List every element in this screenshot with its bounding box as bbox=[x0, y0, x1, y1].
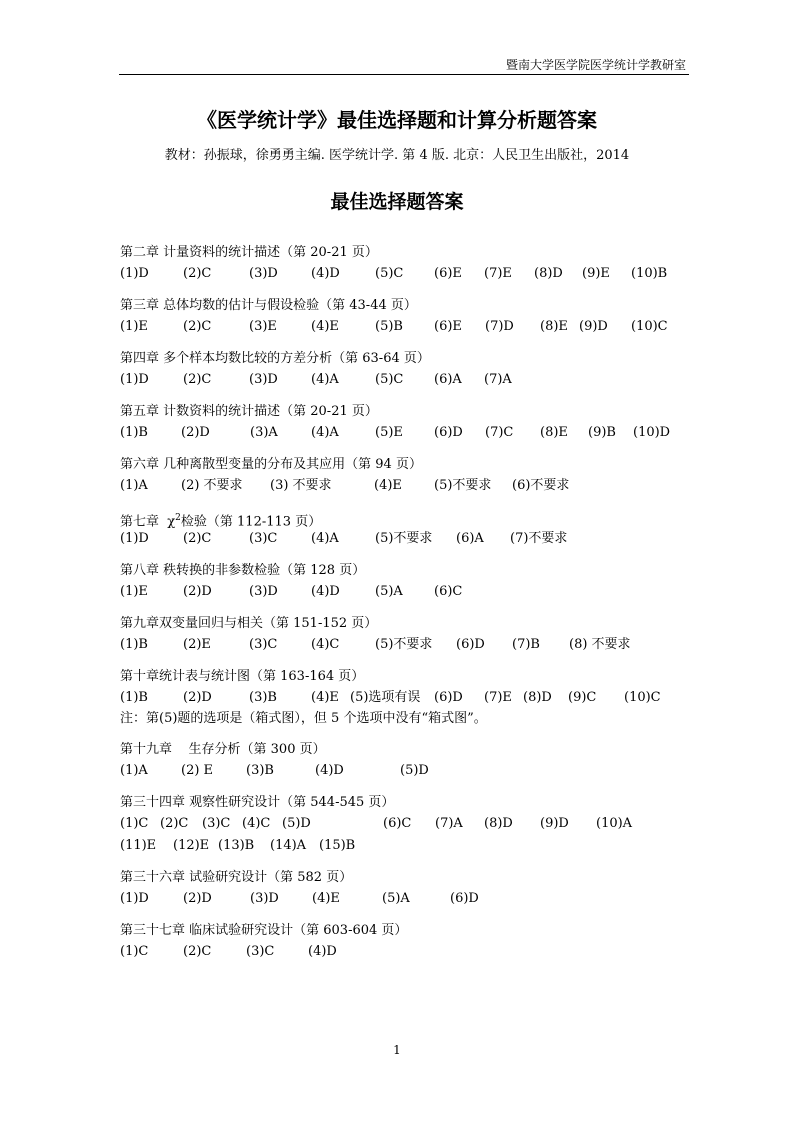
answer: (6)D bbox=[434, 690, 463, 705]
answer: (14)A bbox=[270, 838, 307, 853]
answer: (8)D bbox=[523, 690, 552, 705]
textbook-reference: 教材：孙振球，徐勇勇主编. 医学统计学. 第 4 版. 北京：人民卫生出版社，2014 bbox=[164, 148, 630, 163]
answer: (9)C bbox=[568, 690, 597, 705]
answer: (4)A bbox=[311, 531, 339, 546]
answer-row bbox=[120, 369, 700, 391]
chapter-title: 第八章 秩转换的非参数检验（第 128 页） bbox=[120, 563, 366, 578]
answer: (6)D bbox=[456, 637, 485, 652]
answer: (1)D bbox=[120, 891, 149, 906]
answer: (7)E bbox=[484, 690, 512, 705]
answer: (12)E bbox=[173, 838, 210, 853]
answer: (4)D bbox=[315, 763, 344, 778]
answer: (1)E bbox=[120, 584, 148, 599]
answer: (10)B bbox=[631, 266, 668, 281]
chapter-section bbox=[120, 793, 700, 857]
answer: (8)E bbox=[540, 425, 568, 440]
chapter-title: 第九章双变量回归与相关（第 151-152 页） bbox=[120, 616, 378, 631]
answer: (15)B bbox=[319, 838, 356, 853]
chapter-section bbox=[120, 561, 700, 603]
answer-list bbox=[120, 243, 700, 974]
answer: (6)A bbox=[456, 531, 484, 546]
answer: (1)D bbox=[120, 531, 149, 546]
answer: (4)D bbox=[308, 944, 337, 959]
answer: (2)C bbox=[183, 531, 212, 546]
footnote: 注：第(5)题的选项是（箱式图），但 5 个选项中没有“箱式图”。 bbox=[120, 711, 487, 726]
answer: (8)E bbox=[540, 319, 568, 334]
answer: (10)C bbox=[624, 690, 661, 705]
answer: (4)E bbox=[312, 891, 340, 906]
chapter-section bbox=[120, 296, 700, 338]
answer: (10)C bbox=[631, 319, 668, 334]
answer: (7)D bbox=[485, 319, 514, 334]
chapter-title: 第十章统计表与统计图（第 163-164 页） bbox=[120, 669, 365, 684]
answer: (2)D bbox=[183, 584, 212, 599]
answer-row bbox=[120, 316, 700, 338]
answer: (3)D bbox=[249, 584, 278, 599]
answer: (1)D bbox=[120, 266, 149, 281]
answer-row bbox=[120, 888, 700, 910]
answer: (8)D bbox=[534, 266, 563, 281]
document-title: 《医学统计学》最佳选择题和计算分析题答案 bbox=[197, 108, 597, 132]
chapter-section bbox=[120, 243, 700, 285]
answer: (10)A bbox=[596, 816, 633, 831]
chapter-title: 第二章 计量资料的统计描述（第 20-21 页） bbox=[120, 245, 378, 260]
answer-row bbox=[120, 581, 700, 603]
answer: (2)C bbox=[183, 944, 212, 959]
answer: (3)B bbox=[249, 690, 277, 705]
answer: (2) E bbox=[181, 763, 214, 778]
answer: (4)E bbox=[311, 690, 339, 705]
chapter-title: 第三十四章 观察性研究设计（第 544-545 页） bbox=[120, 795, 395, 810]
answer: (3)E bbox=[249, 319, 277, 334]
chapter-title: 第六章 几种离散型变量的分布及其应用（第 94 页） bbox=[120, 457, 422, 472]
answer: (5)A bbox=[382, 891, 410, 906]
chapter-section bbox=[120, 455, 700, 497]
answer: (4)D bbox=[311, 584, 340, 599]
answer: (6)D bbox=[450, 891, 479, 906]
answer: (2)D bbox=[181, 425, 210, 440]
answer: (1)E bbox=[120, 319, 148, 334]
chapter-title: 第四章 多个样本均数比较的方差分析（第 63-64 页） bbox=[120, 351, 430, 366]
answer: (6)E bbox=[434, 319, 462, 334]
answer: (3)D bbox=[249, 266, 278, 281]
answer: (1)A bbox=[120, 478, 148, 493]
answer: (4)A bbox=[311, 425, 339, 440]
answer: (2)D bbox=[183, 690, 212, 705]
answer: (5)选项有误 bbox=[350, 690, 421, 705]
chapter-title: 第十九章 生存分析（第 300 页） bbox=[120, 742, 326, 757]
answer: (7)不要求 bbox=[510, 531, 568, 546]
answer: (10)D bbox=[633, 425, 671, 440]
answer: (8)D bbox=[484, 816, 513, 831]
chapter-section bbox=[120, 349, 700, 391]
answer: (9)D bbox=[579, 319, 608, 334]
answer-row bbox=[120, 687, 700, 709]
answer: (4)A bbox=[311, 372, 339, 387]
answer: (3)D bbox=[249, 372, 278, 387]
answer: (3)A bbox=[250, 425, 278, 440]
answer: (1)C bbox=[120, 816, 149, 831]
answer: (5)A bbox=[375, 584, 403, 599]
chapter-title: 第三十七章 临床试验研究设计（第 603-604 页） bbox=[120, 923, 408, 938]
answer: (1)A bbox=[120, 763, 148, 778]
answer-row bbox=[120, 475, 700, 497]
answer: (5)E bbox=[375, 425, 403, 440]
answer: (2)C bbox=[183, 266, 212, 281]
answer: (2)C bbox=[183, 319, 212, 334]
chapter-section bbox=[120, 868, 700, 910]
chapter-title-prefix: 第七章 bbox=[120, 514, 160, 530]
answer: (3)B bbox=[246, 763, 274, 778]
answer: (5)不要求 bbox=[375, 531, 433, 546]
answer: (6)E bbox=[434, 266, 462, 281]
answer: (7)A bbox=[484, 372, 512, 387]
answer: (1)C bbox=[120, 944, 149, 959]
answer: (1)B bbox=[120, 637, 148, 652]
answer: (7)E bbox=[484, 266, 512, 281]
answer: (4)E bbox=[374, 478, 402, 493]
answer: (1)B bbox=[120, 425, 148, 440]
answer: (3)C bbox=[249, 637, 278, 652]
answer: (3)C bbox=[249, 531, 278, 546]
chapter-section bbox=[120, 508, 700, 550]
answer: (2) 不要求 bbox=[181, 478, 243, 493]
answer: (6)C bbox=[383, 816, 412, 831]
page-number: 1 bbox=[393, 1043, 401, 1057]
answer: (1)D bbox=[120, 372, 149, 387]
answer: (5)不要求 bbox=[434, 478, 492, 493]
chapter-title bbox=[120, 508, 700, 528]
answer: (6)D bbox=[434, 425, 463, 440]
chi-superscript: 2 bbox=[175, 513, 181, 523]
chapter-title: 第三章 总体均数的估计与假设检验（第 43-44 页） bbox=[120, 298, 417, 313]
chapter-section bbox=[120, 667, 700, 729]
chapter-section bbox=[120, 614, 700, 656]
answer-row bbox=[120, 634, 700, 656]
chapter-title: 第五章 计数资料的统计描述（第 20-21 页） bbox=[120, 404, 378, 419]
page-header: 暨南大学医学院医学统计学教研室 bbox=[505, 58, 686, 72]
answer: (11)E bbox=[120, 838, 157, 853]
answer: (13)B bbox=[218, 838, 255, 853]
answer: (7)C bbox=[485, 425, 514, 440]
answer-row bbox=[120, 422, 700, 444]
answer: (5)B bbox=[375, 319, 403, 334]
chapter-title-rest: 检验（第 112-113 页） bbox=[180, 514, 322, 530]
answer-row bbox=[120, 263, 700, 285]
answer: (6)C bbox=[434, 584, 463, 599]
answer: (5)C bbox=[375, 372, 404, 387]
chapter-section bbox=[120, 921, 700, 963]
answer-row bbox=[120, 760, 700, 782]
chapter-title: 第三十六章 试验研究设计（第 582 页） bbox=[120, 870, 353, 885]
answer: (2)D bbox=[183, 891, 212, 906]
answer: (3)C bbox=[202, 816, 231, 831]
answer: (6)A bbox=[434, 372, 462, 387]
answer: (5)不要求 bbox=[375, 637, 433, 652]
chapter-section bbox=[120, 402, 700, 444]
answer: (4)E bbox=[311, 319, 339, 334]
chapter-section bbox=[120, 740, 700, 782]
answer: (4)C bbox=[311, 637, 340, 652]
answer: (8) 不要求 bbox=[569, 637, 631, 652]
header-rule bbox=[119, 74, 689, 75]
answer: (4)C bbox=[242, 816, 271, 831]
answer: (6)不要求 bbox=[512, 478, 570, 493]
answer: (5)D bbox=[282, 816, 311, 831]
answer-row bbox=[120, 835, 700, 857]
answer: (4)D bbox=[311, 266, 340, 281]
answer: (7)A bbox=[435, 816, 463, 831]
answer: (5)D bbox=[400, 763, 429, 778]
answer: (2)C bbox=[183, 372, 212, 387]
answer: (2)C bbox=[160, 816, 189, 831]
answer: (3) 不要求 bbox=[270, 478, 332, 493]
answer: (3)D bbox=[250, 891, 279, 906]
answer: (9)E bbox=[582, 266, 610, 281]
answer-row bbox=[120, 941, 700, 963]
section-heading: 最佳选择题答案 bbox=[330, 191, 464, 213]
answer: (7)B bbox=[512, 637, 540, 652]
chi-symbol: χ bbox=[167, 514, 176, 530]
answer: (1)B bbox=[120, 690, 148, 705]
answer: (9)D bbox=[540, 816, 569, 831]
answer: (3)C bbox=[246, 944, 275, 959]
answer: (9)B bbox=[588, 425, 616, 440]
answer-row bbox=[120, 528, 700, 550]
answer: (2)E bbox=[183, 637, 211, 652]
answer: (5)C bbox=[375, 266, 404, 281]
answer-row bbox=[120, 813, 700, 835]
